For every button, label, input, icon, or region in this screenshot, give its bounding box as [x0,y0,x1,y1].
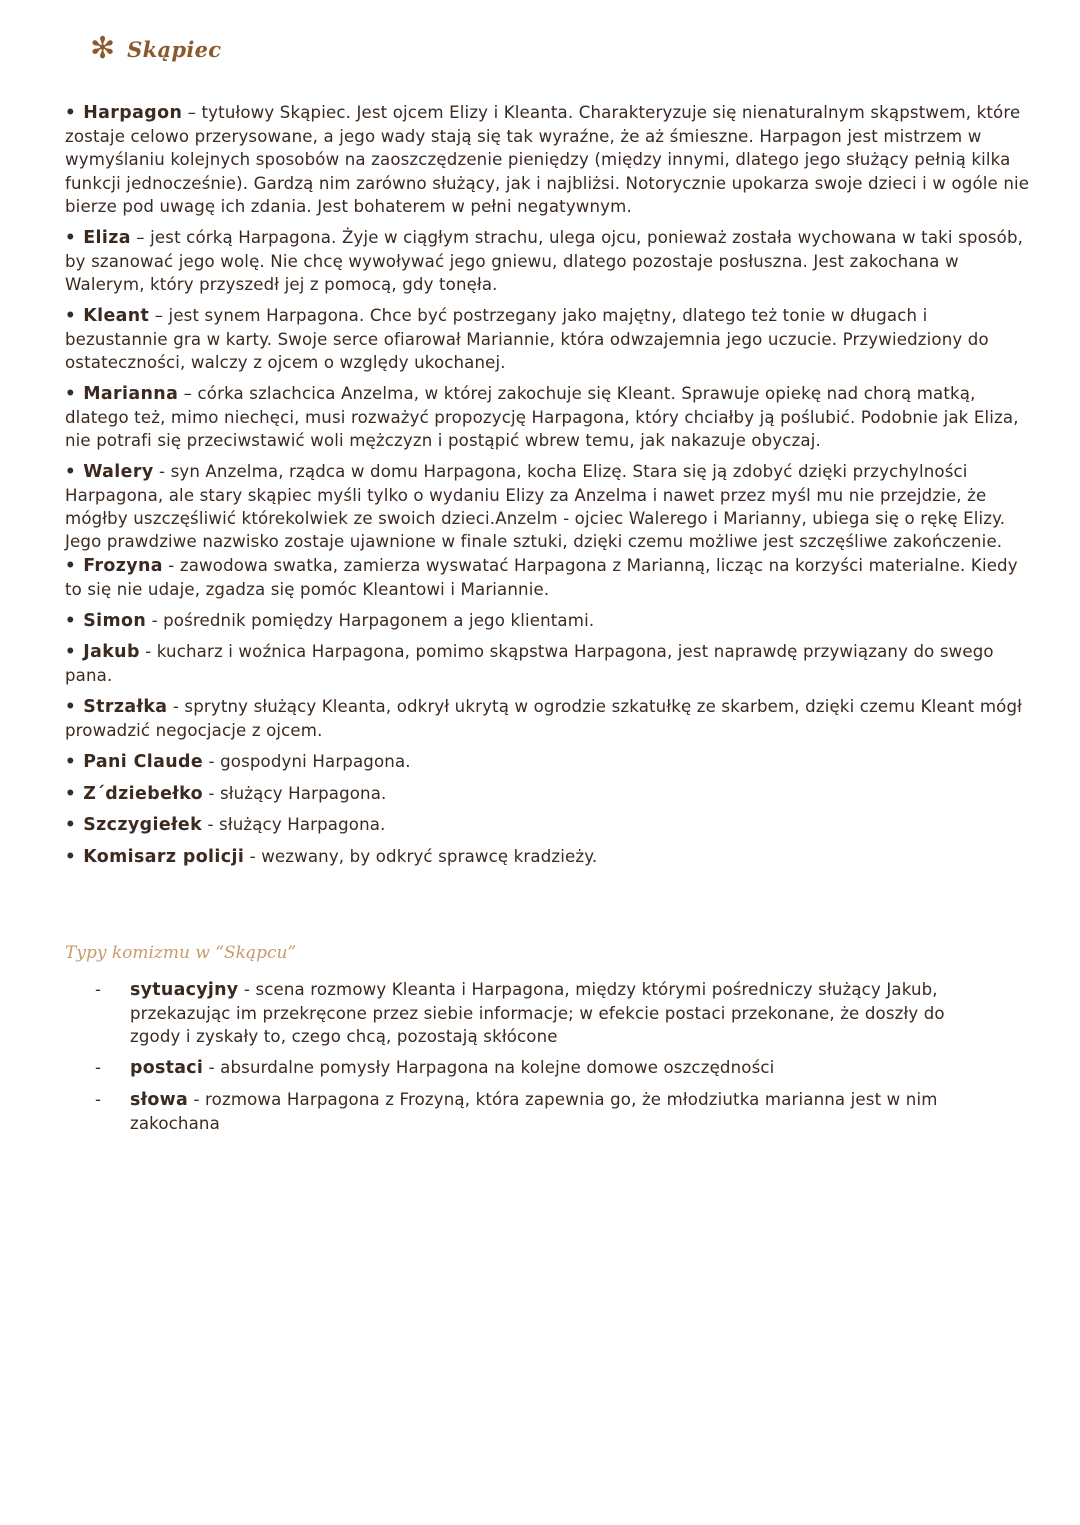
comic-type-term: postaci [130,1058,204,1079]
character-name: Simon [83,610,147,631]
comic-type-term: sytuacyjny [130,980,239,1000]
list-item [95,1088,995,1135]
character-item: • Komisarz policji - wezwany, by odkryć sprawcę kradzieży. [65,847,598,868]
comic-types-list [95,978,995,1143]
character-description: - syn Anzelma, rządca w domu Harpagona, kocha Elizę. Stara się ją zdobyć dzięki przychylności Harpagona, ale stary skąpiec myśli tylko o wydaniu Elizy za Anzelma i nawet przez myśl mu nie przejdzie, że mógłby uszczęśliwić którekolwiek ze swoich dzieci.Anzelm - ojciec Walerego i Marianny, ubiega się o rękę Elizy. Jego prawdziwe nazwisko zostaje ujawnione w finale sztuki, dzięki czemu możliwe jest szczęśliwe zakończenie. [65,461,1006,552]
character-name: Marianna [83,383,179,404]
character-item: • Harpagon – tytułowy Skąpiec. Jest ojcem Elizy i Kleanta. Charakteryzuje się nienaturalnym skąpstwem, które zostaje celowo przerysowane, a jego wady stają się tak wyraźne, że aż śmieszne. Harpagon jest mistrzem w wymyślaniu kolejnych sposobów na zaoszczędzenie pieniędzy (między innymi, dlatego jego służący pełnią kilka funkcji jednocześnie). Gardzą nim zarówno służący, jak i najbliżsi. Notorycznie upokarza swoje dzieci i w ogóle nie bierze pod uwagę ich zdania. Jest bohaterem w pełni negatywnym. [65,103,1030,216]
character-name: Walery [83,461,154,482]
list-item [95,1056,995,1080]
character-description: - służący Harpagona. [202,815,386,835]
character-description: - służący Harpagona. [202,783,387,803]
character-description: – jest córką Harpagona. Żyje w ciągłym strachu, ulega ojcu, ponieważ została wychowana w taki sposób, by szanować jego wolę. Nie chcę wywoływać jego gniewu, dlatego pozostaje posłuszna. Jest zakochana w Walerym, który przyszedł jej z pomocą, gdy tonęła. [65,227,1024,294]
character-description: – tytułowy Skąpiec. Jest ojcem Elizy i Kleanta. Charakteryzuje się nienaturalnym skąpstwem, które zostaje celowo przerysowane, a jego wady stają się tak wyraźne, że aż śmieszne. Harpagon jest mistrzem w wymyślaniu kolejnych sposobów na zaoszczędzenie pieniędzy (między innymi, dlatego jego służący pełnią kilka funkcji jednocześnie). Gardzą nim zarówno służący, jak i najbliżsi. Notorycznie upokarza swoje dzieci i w ogóle nie bierze pod uwagę ich zdania. Jest bohaterem w pełni negatywnym. [65,103,1030,216]
comic-types-heading: Typy komizmu w “Skąpcu” [65,943,297,963]
character-name: Szczygiełek [83,815,203,836]
character-item: • Kleant – jest synem Harpagona. Chce być postrzegany jako majętny, dlatego też tonie w długach i bezustannie gra w karty. Swoje serce ofiarował Mariannie, która odwzajemnia jego uczucie. Przywiedziony do ostateczności, walczy z ojcem o względy ukochanej. [65,305,989,373]
character-item: • Szczygiełek - służący Harpagona. [65,815,386,836]
character-description: - gospodyni Harpagona. [203,752,411,772]
character-description: - wezwany, by odkryć sprawcę kradzieży. [244,847,598,867]
character-name: Frozyna [83,555,163,576]
character-item: • Simon - pośrednik pomiędzy Harpagonem a jego klientami. [65,610,595,631]
comic-type-description: - scena rozmowy Kleanta i Harpagona, między którymi pośredniczy służący Jakub, przekazując im przekręcone przez siebie informacje; w efekcie postaci przekonane, że doszły do zgody i zyskały to, czego chcą, pozostają skłócone [130,980,945,1047]
asterisk-icon: ✻ [90,31,116,66]
character-list [65,101,1030,877]
character-name: Z´dziebełko [83,783,203,804]
character-name: Kleant [83,305,150,326]
character-name: Eliza [83,227,131,248]
character-item: • Frozyna - zawodowa swatka, zamierza wyswatać Harpagona z Marianną, licząc na korzyści materialne. Kiedy to się nie udaje, zgadza się pomóc Kleantowi i Mariannie. [65,555,1018,599]
character-description: - pośrednik pomiędzy Harpagonem a jego klientami. [146,610,595,630]
character-description: - zawodowa swatka, zamierza wyswatać Harpagona z Marianną, licząc na korzyści materialne. Kiedy to się nie udaje, zgadza się pomóc Kleantowi i Mariannie. [65,555,1018,599]
character-item: • Jakub - kucharz i woźnica Harpagona, pomimo skąpstwa Harpagona, jest naprawdę przywiązany do swego pana. [65,642,994,686]
character-name: Komisarz policji [83,847,245,868]
comic-type-term: słowa [130,1089,189,1110]
character-item: • Z´dziebełko - służący Harpagona. [65,783,387,804]
comic-type-description: - absurdalne pomysły Harpagona na kolejne domowe oszczędności [203,1058,775,1078]
dash-bullet: - [95,1058,102,1078]
page-title: Skąpiec [127,36,222,62]
character-name: Jakub [83,642,140,663]
list-item [95,978,995,1049]
character-description: - sprytny służący Kleanta, odkrył ukrytą w ogrodzie szkatułkę ze skarbem, dzięki czemu Kleant mógł prowadzić negocjacje z ojcem. [65,697,1023,741]
comic-type-description: - rozmowa Harpagona z Frozyną, która zapewnia go, że młodziutka marianna jest w nim zakochana [130,1089,938,1134]
character-item: • Strzałka - sprytny służący Kleanta, odkrył ukrytą w ogrodzie szkatułkę ze skarbem, dzięki czemu Kleant mógł prowadzić negocjacje z ojcem. [65,697,1023,741]
dash-bullet: - [95,1089,102,1109]
character-name: Strzałka [83,697,168,718]
character-item: • Marianna – córka szlachcica Anzelma, w której zakochuje się Kleant. Sprawuje opiekę nad chorą matką, dlatego też, mimo niechęci, musi rozważyć propozycję Harpagona, który chciałby ją poślubić. Podobnie jak Eliza, nie potrafi się przeciwstawić woli mężczyzn i postąpić wbrew temu, jak nakazuje obyczaj. [65,383,1019,451]
character-description: – córka szlachcica Anzelma, w której zakochuje się Kleant. Sprawuje opiekę nad chorą matką, dlatego też, mimo niechęci, musi rozważyć propozycję Harpagona, który chciałby ją poślubić. Podobnie jak Eliza, nie potrafi się przeciwstawić woli mężczyzn i postąpić wbrew temu, jak nakazuje obyczaj. [65,383,1019,451]
character-description: – jest synem Harpagona. Chce być postrzegany jako majętny, dlatego też tonie w długach i bezustannie gra w karty. Swoje serce ofiarował Mariannie, która odwzajemnia jego uczucie. Przywiedziony do ostateczności, walczy z ojcem o względy ukochanej. [65,305,989,373]
character-item: • Pani Claude - gospodyni Harpagona. [65,752,411,773]
character-description: - kucharz i woźnica Harpagona, pomimo skąpstwa Harpagona, jest naprawdę przywiązany do swego pana. [65,642,994,686]
character-item: • Eliza – jest córką Harpagona. Żyje w ciągłym strachu, ulega ojcu, ponieważ została wychowana w taki sposób, by szanować jego wolę. Nie chcę wywoływać jego gniewu, dlatego pozostaje posłuszna. Jest zakochana w Walerym, który przyszedł jej z pomocą, gdy tonęła. [65,227,1024,294]
page-header [90,31,222,66]
character-name: Pani Claude [83,752,204,773]
character-item: • Walery - syn Anzelma, rządca w domu Harpagona, kocha Elizę. Stara się ją zdobyć dzięki przychylności Harpagona, ale stary skąpiec myśli tylko o wydaniu Elizy za Anzelma i nawet przez myśl mu nie przejdzie, że mógłby uszczęśliwić którekolwiek ze swoich dzieci.Anzelm - ojciec Walerego i Marianny, ubiega się o rękę Elizy. Jego prawdziwe nazwisko zostaje ujawnione w finale sztuki, dzięki czemu możliwe jest szczęśliwe zakończenie. [65,461,1006,552]
dash-bullet: - [95,980,102,999]
character-name: Harpagon [83,103,183,123]
